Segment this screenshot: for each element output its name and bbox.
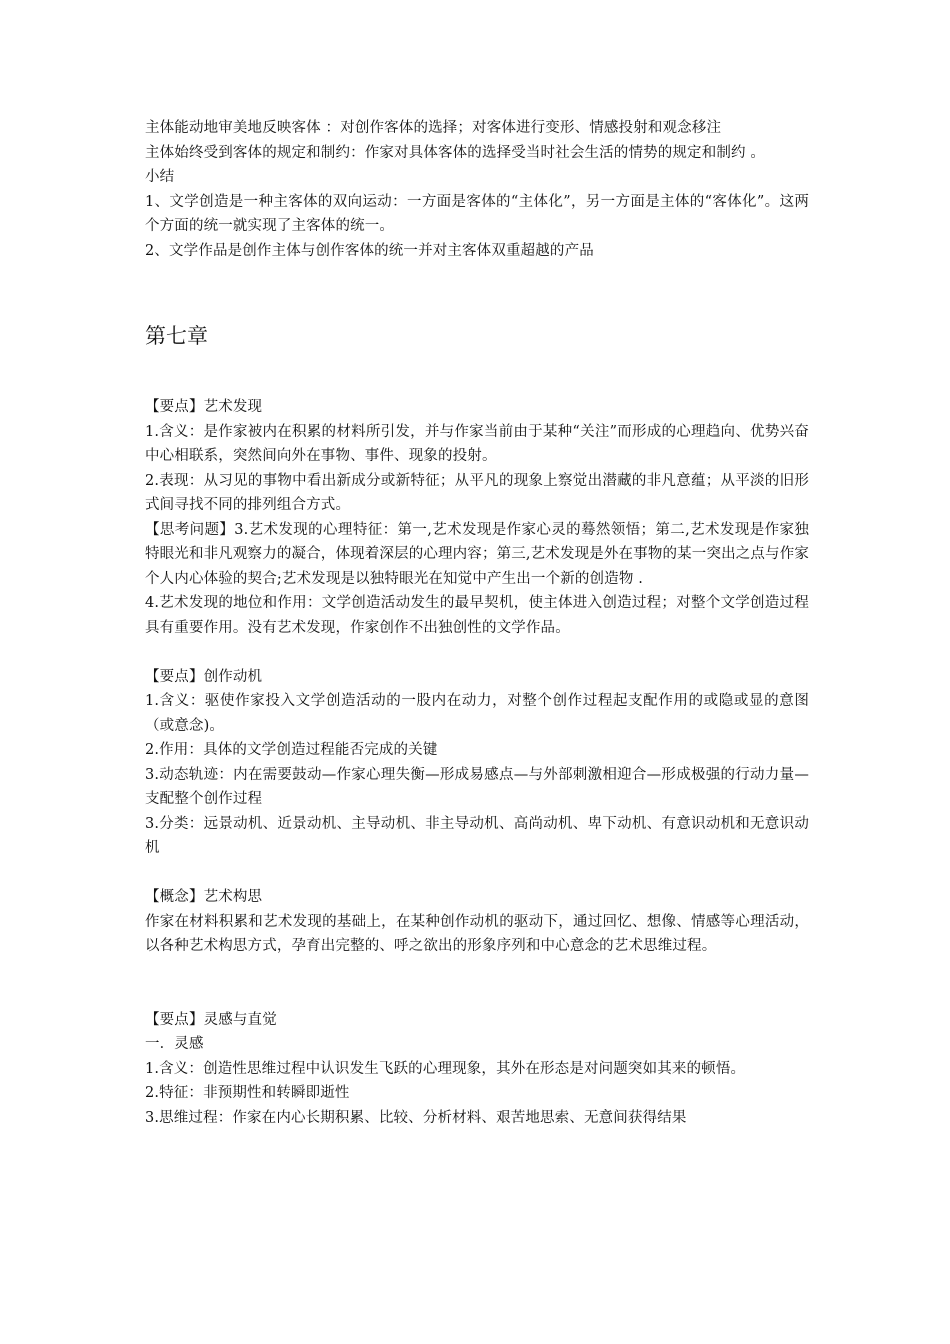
spacer [145, 351, 809, 395]
art-discovery-definition: 1.含义：是作家被内在积累的材料所引发，并与作家当前由于某种“关注”而形成的心理趋向、优势兴奋中心相联系，突然间向外在事物、事件、现象的投射。 [145, 423, 809, 464]
spacer [145, 959, 809, 1008]
spacer [145, 263, 809, 321]
spacer [145, 861, 809, 886]
inspiration-subheading: 一．灵感 [145, 1036, 204, 1052]
art-discovery-role: 4.艺术发现的地位和作用：文学创造活动发生的最早契机，使主体进入创造过程；对整个文学创造过程具有重要作用。没有艺术发现，作家创作不出独创性的文学作品。 [145, 595, 809, 636]
intro-paragraph-1: 主体能动地审美地反映客体 ：对创作客体的选择；对客体进行变形、情感投射和观念移注 [145, 120, 722, 136]
summary-item-1: 1、文学创造是一种主客体的双向运动：一方面是客体的“主体化”，另一方面是主体的“客体化”。这两个方面的统一就实现了主客体的统一。 [145, 193, 809, 234]
intro-paragraph-2: 主体始终受到客体的规定和制约：作家对具体客体的选择受当时社会生活的情势的规定和制约 。 [145, 144, 766, 161]
spacer [145, 640, 809, 665]
document-page [145, 116, 809, 1130]
summary-title: 小结 [145, 169, 175, 185]
motivation-function: 2.作用：具体的文学创造过程能否完成的关键 [145, 742, 438, 758]
section-heading-conception: 【概念】艺术构思 [145, 889, 263, 905]
motivation-trajectory: 3.动态轨迹：内在需要鼓动—作家心理失衡—形成易感点—与外部刺激相迎合—形成极强的行动力量—支配整个创作过程 [145, 766, 809, 807]
inspiration-process: 3.思维过程：作家在内心长期积累、比较、分析材料、艰苦地思索、无意间获得结果 [145, 1109, 687, 1126]
section-heading-motivation: 【要点】创作动机 [145, 668, 263, 685]
art-discovery-psychology: 【思考问题】3.艺术发现的心理特征：第一,艺术发现是作家心灵的蓦然领悟；第二,艺术发现是作家独特眼光和非凡观察力的凝合，体现着深层的心理内容；第三,艺术发现是外在事物的某一突出之点与作家个人内心体验的契合;艺术发现是以独特眼光在知觉中产生出一个新的创造物 . [145, 521, 810, 587]
motivation-definition: 1.含义：驱使作家投入文学创造活动的一股内在动力，对整个创作过程起支配作用的或隐或显的意图（或意念)。 [145, 693, 809, 734]
art-discovery-manifestation: 2.表现：从习见的事物中看出新成分或新特征；从平凡的现象上察觉出潜藏的非凡意蕴；从平淡的旧形式间寻找不同的排列组合方式。 [145, 472, 809, 513]
inspiration-definition: 1.含义：创造性思维过程中认识发生飞跃的心理现象，其外在形态是对问题突如其来的顿悟。 [145, 1060, 746, 1077]
chapter-title: 第七章 [145, 324, 208, 348]
motivation-classification: 3.分类：远景动机、近景动机、主导动机、非主导动机、高尚动机、卑下动机、有意识动机和无意识动机 [145, 815, 809, 856]
inspiration-features: 2.特征：非预期性和转瞬即逝性 [145, 1085, 350, 1101]
conception-definition: 作家在材料积累和艺术发现的基础上，在某种创作动机的驱动下，通过回忆、想像、情感等心理活动，以各种艺术构思方式，孕育出完整的、呼之欲出的形象序列和中心意念的艺术思维过程。 [145, 913, 809, 954]
section-heading-inspiration: 【要点】灵感与直觉 [145, 1011, 277, 1028]
summary-item-2: 2、文学作品是创作主体与创作客体的统一并对主客体双重超越的产品 [145, 242, 594, 259]
section-heading-art-discovery: 【要点】艺术发现 [145, 399, 263, 415]
